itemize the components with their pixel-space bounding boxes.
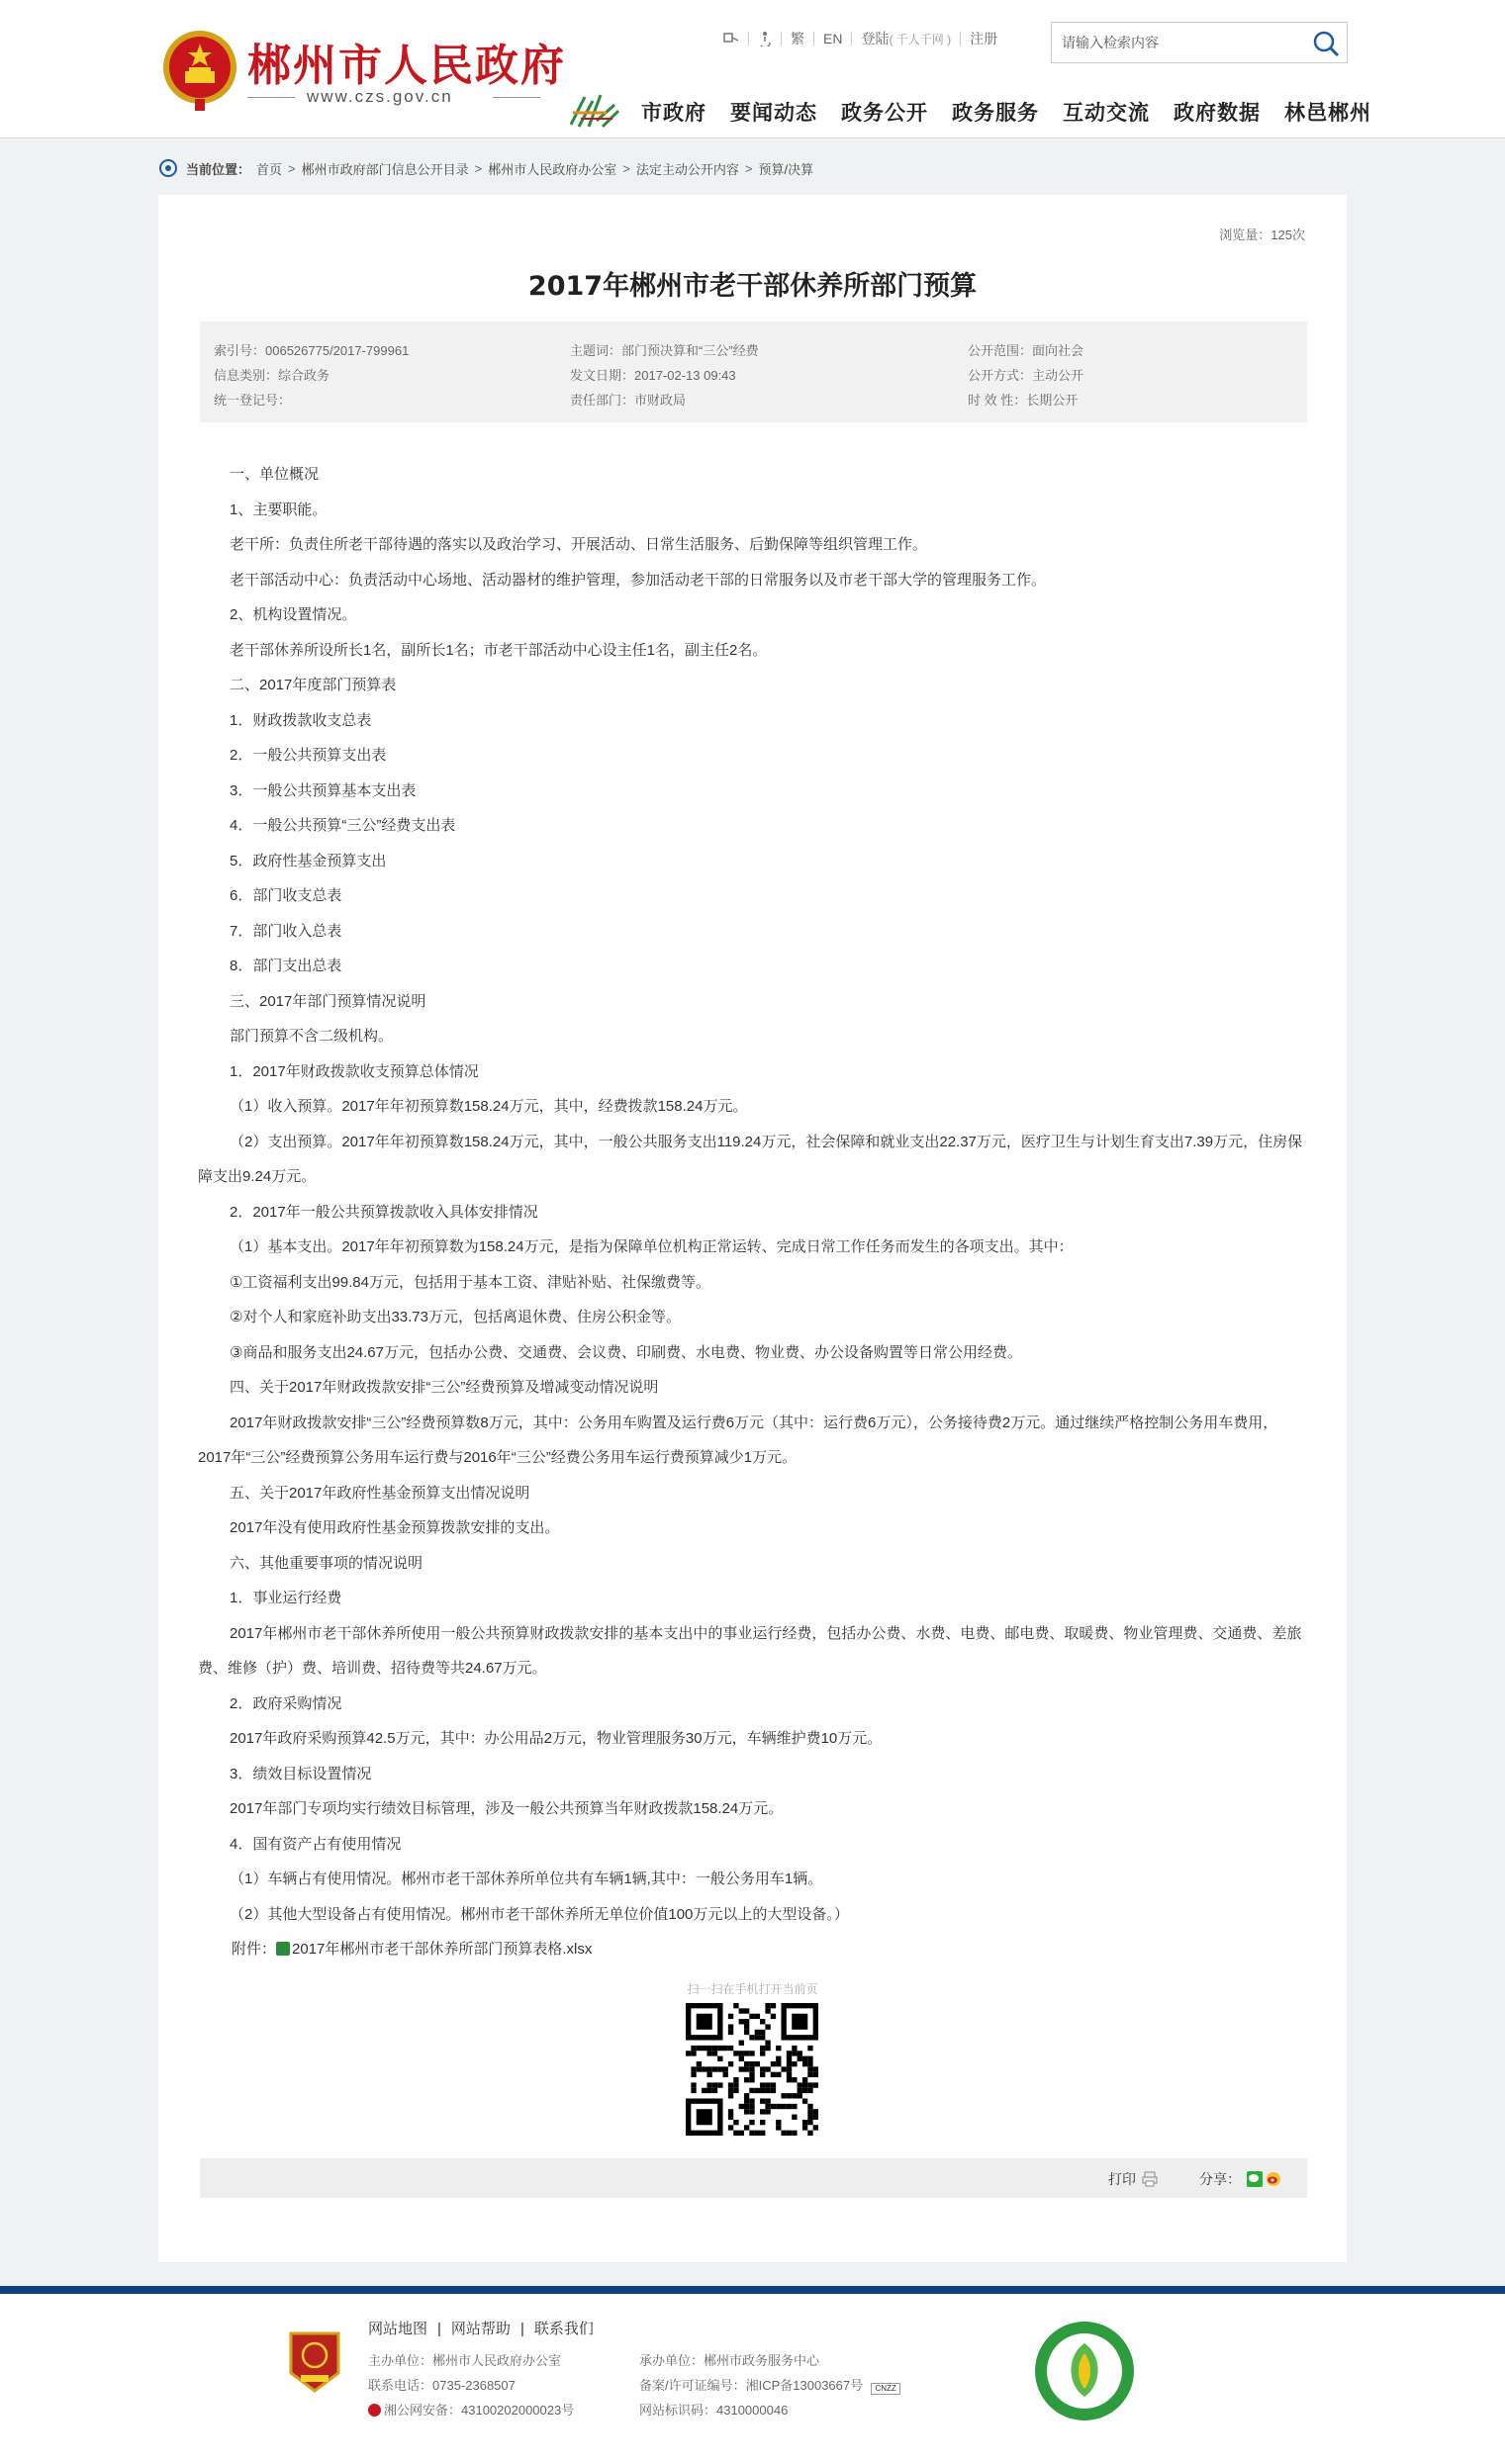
footer-icp-row <box>639 2373 900 2398</box>
article-actions <box>200 2158 1307 2198</box>
meta-mode: 公开方式：主动公开 <box>968 368 1084 383</box>
site-url-row <box>247 87 540 107</box>
breadcrumb <box>158 158 813 178</box>
body-paragraph: 3．绩效目标设置情况 <box>230 1765 372 1782</box>
footer-icp[interactable]: 备案/许可证编号：湘ICP备13003667号 <box>639 2378 864 2393</box>
body-paragraph: 1、主要职能。 <box>230 501 328 518</box>
breadcrumb-home[interactable]: 首页 <box>256 161 283 177</box>
search-box <box>1051 22 1348 63</box>
nav-item-news[interactable]: 要闻动态 <box>730 101 817 125</box>
body-paragraph: 8．部门支出总表 <box>230 958 342 974</box>
login-sub-label: ( 千人千网 ) <box>889 32 952 46</box>
body-paragraph: 四、关于2017年财政拨款安排“三公”经费预算及增减变动情况说明 <box>230 1379 659 1396</box>
breadcrumb-office[interactable]: 郴州市人民政府办公室 <box>488 161 617 177</box>
excel-file-icon <box>276 1942 290 1956</box>
printer-icon <box>1142 2171 1158 2187</box>
body-paragraph: 2．政府采购情况 <box>230 1694 342 1712</box>
attachment-label: 附件： <box>232 1941 277 1958</box>
login-link[interactable] <box>852 32 961 46</box>
footer-link-help[interactable]: 网站帮助 <box>450 2321 511 2337</box>
footer-undertaker: 承办单位：郴州市政务服务中心 <box>639 2353 820 2368</box>
attachment-row <box>198 1932 1306 1967</box>
body-paragraph: 1．事业运行经费 <box>230 1590 342 1606</box>
footer-police-row[interactable] <box>368 2398 574 2422</box>
meta-dept: 责任部门：市财政局 <box>570 393 687 408</box>
site-header <box>0 0 1505 138</box>
view-count: 浏览量：125次 <box>1219 228 1305 242</box>
breadcrumb-separator: > <box>288 160 296 176</box>
main-nav <box>641 97 1395 127</box>
body-paragraph: 二、2017年度部门预算表 <box>230 677 397 693</box>
footer-phone: 联系电话：0735-2368507 <box>368 2378 516 2393</box>
share-label: 分享： <box>1199 2171 1241 2187</box>
qr-code-icon <box>686 2003 818 2136</box>
cnzz-stat-icon[interactable]: CNZZ <box>871 2383 900 2395</box>
traditional-chinese-link[interactable]: 繁 <box>782 32 814 46</box>
body-paragraph: 2017年政府采购预算42.5万元，其中：办公用品2万元，物业管理服务30万元，车辆维护费10万元。 <box>230 1730 883 1747</box>
login-label: 登陆 <box>861 31 890 46</box>
footer-site-code: 网站标识码：4310000046 <box>639 2403 789 2418</box>
article-card <box>158 195 1347 2262</box>
footer-link-separator: | <box>437 2321 441 2337</box>
footer-host: 主办单位：郴州市人民政府办公室 <box>368 2353 562 2368</box>
body-paragraph: （1）收入预算。2017年年初预算数158.24万元，其中，经费拨款158.24万元。 <box>230 1098 748 1115</box>
top-toolbar <box>714 32 1006 46</box>
search-icon[interactable] <box>1311 29 1341 58</box>
body-paragraph: 7．部门收入总表 <box>230 922 342 940</box>
footer-col-left <box>368 2348 574 2422</box>
meta-index-no: 索引号：006526775/2017-799961 <box>214 343 410 358</box>
site-url: www.czs.gov.cn <box>307 87 453 106</box>
body-paragraph: 五、关于2017年政府性基金预算支出情况说明 <box>230 1484 530 1502</box>
national-emblem-icon <box>161 28 238 113</box>
body-paragraph: （1）基本支出。2017年年初预算数为158.24万元，是指为保障单位机构正常运转、完成日常工作任务而发生的各项支出。其中： <box>230 1238 1074 1255</box>
body-paragraph: 六、其他重要事项的情况说明 <box>230 1554 423 1572</box>
body-paragraph: ③商品和服务支出24.67万元，包括办公费、交通费、会议费、印刷费、水电费、物业费、办公设备购置等日常公用经费。 <box>230 1343 1022 1361</box>
nav-item-interaction[interactable]: 互动交流 <box>1063 101 1150 125</box>
nav-item-government-data[interactable]: 政府数据 <box>1174 101 1261 125</box>
city-logo-icon <box>567 91 622 131</box>
print-label: 打印 <box>1108 2171 1136 2187</box>
body-paragraph: 2、机构设置情况。 <box>230 606 357 623</box>
body-paragraph: （1）车辆占有使用情况。郴州市老干部休养所单位共有车辆1辆,其中：一般公务用车1辆。 <box>230 1871 823 1887</box>
breadcrumb-public-content[interactable]: 法定主动公开内容 <box>635 161 739 177</box>
body-paragraph: 2017年没有使用政府性基金预算拨款安排的支出。 <box>230 1519 560 1536</box>
footer-link-sitemap[interactable]: 网站地图 <box>368 2321 428 2337</box>
body-paragraph: 2017年郴州市老干部休养所使用一般公共预算财政拨款安排的基本支出中的事业运行经费，包括办公费、水费、电费、邮电费、取暖费、物业管理费、交通费、差旅费、维修（护）费、培训费、招待费等共24.67万元。 <box>198 1624 1302 1677</box>
body-paragraph: 2．一般公共预算支出表 <box>230 747 387 764</box>
article-title: 2017年郴州市老干部休养所部门预算 <box>527 271 978 302</box>
body-paragraph: 3．一般公共预算基本支出表 <box>230 781 417 799</box>
meta-subject: 主题词：部门预决算和“三公”经费 <box>570 343 759 358</box>
breadcrumb-directory[interactable]: 郴州市政府部门信息公开目录 <box>301 161 469 177</box>
site-footer <box>0 2294 1505 2464</box>
footer-divider <box>0 2286 1505 2294</box>
footer-link-separator: | <box>519 2321 524 2337</box>
body-paragraph: 部门预算不含二级机构。 <box>230 1028 394 1045</box>
body-paragraph: （2）其他大型设备占有使用情况。郴州市老干部休养所无单位价值100万元以上的大型设备。） <box>230 1905 849 1923</box>
body-paragraph: 1．财政拨款收支总表 <box>230 711 372 729</box>
breadcrumb-separator: > <box>622 160 630 176</box>
body-paragraph: 5．政府性基金预算支出 <box>230 852 387 869</box>
breadcrumb-separator: > <box>744 160 753 176</box>
body-paragraph: 老干所：负责住所老干部待遇的落实以及政治学习、开展活动、日常生活服务、后勤保障等组织管理工作。 <box>230 536 928 553</box>
body-paragraph: 一、单位概况 <box>230 466 320 483</box>
party-gov-badge-icon[interactable] <box>287 2329 342 2395</box>
article-meta <box>200 321 1307 422</box>
accessibility-glasses-icon[interactable] <box>714 32 749 46</box>
share-bar <box>1199 2169 1281 2189</box>
nav-item-city-government[interactable]: 市政府 <box>641 101 706 125</box>
breadcrumb-label: 当前位置： <box>186 161 251 177</box>
english-link[interactable]: EN <box>814 32 852 46</box>
body-paragraph: ②对个人和家庭补助支出33.73万元，包括离退休费、住房公积金等。 <box>230 1309 681 1325</box>
meta-scope: 公开范围：面向社会 <box>968 343 1084 358</box>
footer-police: 湘公网安备：43100202000023号 <box>384 2403 575 2418</box>
breadcrumb-separator: > <box>474 160 483 176</box>
body-paragraph: 1．2017年财政拨款收支预算总体情况 <box>230 1062 479 1080</box>
body-paragraph: 2017年部门专项均实行绩效目标管理，涉及一般公共预算当年财政拨款158.24万元。 <box>230 1800 784 1817</box>
body-paragraph: 三、2017年部门预算情况说明 <box>230 992 426 1010</box>
qr-caption: 扫一扫在手机打开当前页 <box>687 1982 818 1996</box>
body-paragraph: 6．部门收支总表 <box>230 887 342 904</box>
weibo-icon[interactable] <box>1266 2171 1281 2187</box>
body-paragraph: ①工资福利支出99.84万元，包括用于基本工资、津贴补贴、社保缴费等。 <box>230 1273 710 1291</box>
site-title[interactable]: 郴州市人民政府 <box>247 41 566 91</box>
search-input[interactable] <box>1052 23 1289 62</box>
meta-validity: 时 效 性：长期公开 <box>968 393 1079 408</box>
attachment-link[interactable]: 2017年郴州市老干部休养所部门预算表格.xlsx <box>292 1941 593 1958</box>
police-badge-icon <box>368 2404 381 2417</box>
print-button[interactable] <box>1108 2169 1158 2189</box>
wechat-icon[interactable] <box>1247 2171 1263 2187</box>
footer-links <box>368 2318 594 2338</box>
body-paragraph: 4．一般公共预算“三公”经费支出表 <box>230 817 456 834</box>
body-paragraph: 4．国有资产占有使用情况 <box>230 1835 402 1853</box>
body-paragraph: （2）支出预算。2017年年初预算数158.24万元，其中，一般公共服务支出119.24万元，社会保障和就业支出22.37万元，医疗卫生与计划生育支出7.39万元，住房保障支出9.24万元。 <box>198 1133 1303 1185</box>
accessibility-icon[interactable] <box>749 32 782 46</box>
footer-link-contact[interactable]: 联系我们 <box>533 2321 594 2337</box>
article-body <box>198 457 1306 1967</box>
body-paragraph: 2017年财政拨款安排“三公”经费预算数8万元，其中：公务用车购置及运行费6万元（其中：运行费6万元），公务接待费2万元。通过继续严格控制公务用车费用，2017年“三公”经费预算公务用车运行费与2016年“三公”经费公务用车运行费预算减少1万元。 <box>198 1414 1278 1466</box>
body-paragraph: 老干部休养所设所长1名，副所长1名；市老干部活动中心设主任1名，副主任2名。 <box>230 641 768 659</box>
meta-category: 信息类别：综合政务 <box>214 368 330 383</box>
meta-date: 发文日期：2017-02-13 09:43 <box>570 368 736 383</box>
breadcrumb-budget[interactable]: 预算/决算 <box>758 161 814 177</box>
meta-reg-no: 统一登记号： <box>214 393 292 408</box>
body-paragraph: 老干部活动中心：负责活动中心场地、活动器材的维护管理，参加活动老干部的日常服务以及市老干部大学的管理服务工作。 <box>230 571 1047 589</box>
register-link[interactable]: 注册 <box>970 31 998 46</box>
body-paragraph: 2．2017年一般公共预算拨款收入具体安排情况 <box>230 1203 538 1221</box>
location-pin-icon <box>158 158 178 178</box>
nav-item-linyi-chenzhou[interactable]: 林邑郴州 <box>1284 101 1371 125</box>
civilized-city-seal-icon[interactable] <box>1033 2320 1136 2422</box>
footer-col-right <box>639 2348 900 2422</box>
nav-item-government-affairs[interactable]: 政务公开 <box>841 101 928 125</box>
nav-item-government-services[interactable]: 政务服务 <box>952 101 1039 125</box>
